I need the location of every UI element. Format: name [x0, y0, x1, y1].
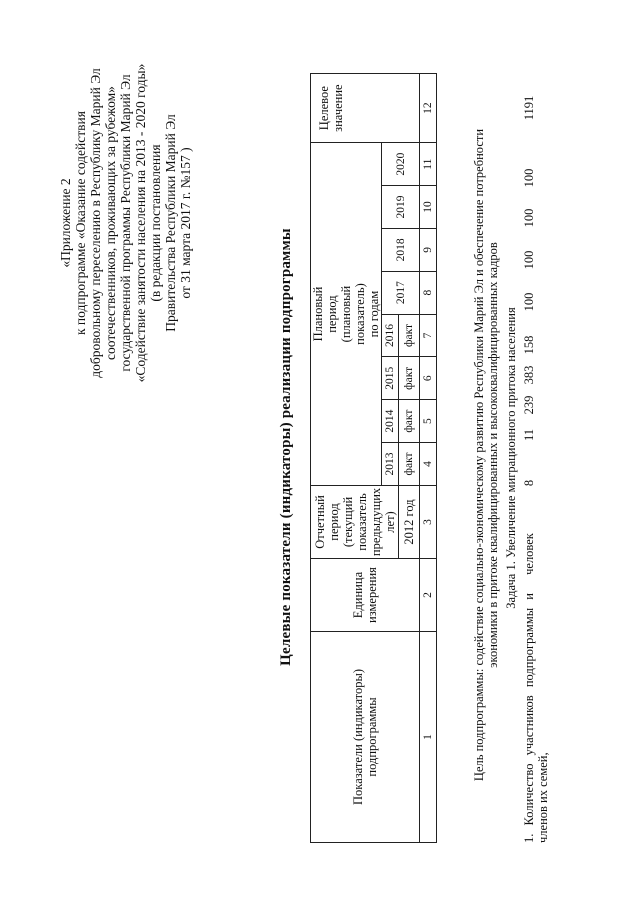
document-title: Целевые показатели (индикаторы) реализации подпрограммы — [278, 228, 294, 666]
header-year-2016: 2016 — [382, 314, 399, 357]
indicator-name: 1. Количество участников подпрограммы и членов их семей, — [522, 593, 550, 843]
col-number: 9 — [420, 228, 437, 271]
header-year-2014: 2014 — [382, 400, 399, 443]
col-number: 3 — [420, 485, 437, 558]
value-target: 1191 — [522, 95, 536, 121]
header-year-2020: 2020 — [382, 143, 420, 186]
header-year-2015: 2015 — [382, 357, 399, 400]
value-2017: 100 — [522, 292, 536, 312]
annex-line: «Приложение 2 — [58, 178, 73, 268]
header-year-2013: 2013 — [382, 443, 399, 486]
annex-line: соотечественников, проживающих за рубежом» — [103, 86, 118, 360]
annex-line: Правительства Республики Марий Эл — [163, 114, 178, 332]
value-2012: 8 — [522, 479, 536, 487]
header-fact: факт — [399, 443, 420, 486]
col-number: 1 — [420, 631, 437, 842]
value-2020: 100 — [522, 168, 536, 188]
header-report-period: Отчетный период (текущий показатель предыдущих лет) — [311, 485, 399, 558]
header-fact: факт — [399, 357, 420, 400]
value-2018: 100 — [522, 250, 536, 270]
col-number: 12 — [420, 74, 437, 143]
value-2016: 158 — [522, 335, 536, 355]
annex-line: добровольному переселению в Республику Марий Эл — [88, 68, 103, 378]
col-number: 5 — [420, 400, 437, 443]
annex-line: к подпрограмме «Оказание содействия — [73, 111, 88, 335]
header-year-2019: 2019 — [382, 186, 420, 229]
indicator-unit: человек — [522, 533, 536, 575]
annex-header — [58, 53, 193, 393]
col-number: 7 — [420, 314, 437, 357]
value-2019: 100 — [522, 208, 536, 228]
col-number: 4 — [420, 443, 437, 486]
col-number: 8 — [420, 271, 437, 314]
header-target: Целевое значение — [311, 74, 420, 143]
annex-line: (в редакции постановления — [148, 144, 163, 302]
header-unit: Единица измерения — [311, 559, 420, 632]
program-goal — [472, 85, 500, 825]
goal-line: Цель подпрограммы: содействие социально-экономическому развитию Республики Марий Эл и обеспечение потребности — [472, 128, 486, 782]
goal-line: экономики в притоке квалифицированных и высококвалифицированных кадров — [486, 242, 500, 668]
value-2013: 11 — [522, 428, 536, 442]
value-2014: 239 — [522, 395, 536, 415]
annex-line: государственной программы Республики Марий Эл — [118, 74, 133, 372]
header-year-2017: 2017 — [382, 271, 420, 314]
col-number: 11 — [420, 143, 437, 186]
value-2015: 383 — [522, 365, 536, 385]
header-year-2018: 2018 — [382, 228, 420, 271]
header-report-year: 2012 год — [399, 485, 420, 558]
indicators-table — [310, 73, 437, 843]
col-number: 2 — [420, 559, 437, 632]
annex-line: от 31 марта 2017 г. №157 ) — [178, 147, 193, 299]
col-number: 10 — [420, 186, 437, 229]
header-indicator: Показатели (индикаторы) подпрограммы — [311, 631, 420, 842]
header-fact: факт — [399, 400, 420, 443]
header-fact: факт — [399, 314, 420, 357]
annex-line: «Содействие занятости населения на 2013 - 2020 годы» — [133, 63, 148, 383]
task-heading: Задача 1. Увеличение миграционного притока населения — [504, 307, 518, 609]
col-number: 6 — [420, 357, 437, 400]
header-plan-period: Плановый период (плановый показатель) по годам — [311, 143, 382, 486]
